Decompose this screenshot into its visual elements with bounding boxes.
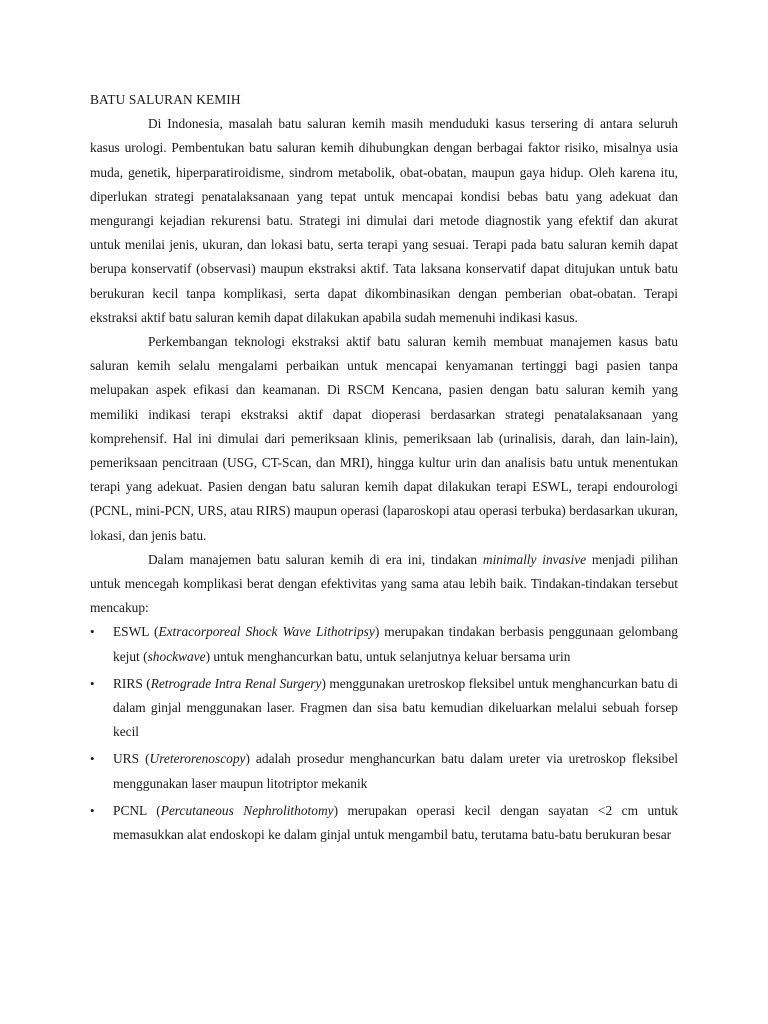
paragraph-minimally-invasive xyxy=(90,548,678,621)
list-text: ( xyxy=(148,624,159,640)
list-text: ( xyxy=(139,751,150,767)
list-text: ) merupakan operasi kecil dengan sayatan <2 cm untuk memasukkan alat endoskopi ke dalam ginjal untuk mengambil batu, terutama batu-batu berukuran besar xyxy=(113,802,678,843)
paragraph-technology: Perkembangan teknologi ekstraksi aktif batu saluran kemih membuat manajemen kasus batu saluran kemih selalu mengalami perbaikan untuk mencapai kenyamanan tertinggi bagi pasien tanpa melupakan aspek efikasi dan keamanan. Di RSCM Kencana, pasien dengan batu saluran kemih yang memiliki indikasi terapi ekstraksi aktif dapat dioperasi berdasarkan strategi penatalaksanaan yang komprehensif. Hal ini dimulai dari pemeriksaan klinis, pemeriksaan lab (urinalisis, darah, dan lain-lain), pemeriksaan pencitraan (USG, CT-Scan, dan MRI), hingga kultur urin dan analisis batu untuk menentukan terapi yang adekuat. Pasien dengan batu saluran kemih dapat dilakukan terapi ESWL, terapi endourologi (PCNL, mini-PCN, URS, atau RIRS) maupun operasi (laparoskopi atau operasi terbuka) berdasarkan ukuran, lokasi, dan jenis batu. xyxy=(90,334,678,543)
list-item-urs xyxy=(90,747,678,795)
procedure-term: RIRS xyxy=(113,675,143,691)
bullet-icon: • xyxy=(90,751,95,767)
list-text: ) menggunakan uretroskop fleksibel untuk menghancurkan batu di dalam ginjal menggunakan laser. Fragmen dan sisa batu kemudian dikeluarkan melalui sebuah forsep kecil xyxy=(113,675,678,740)
procedure-term: ESWL xyxy=(113,624,149,640)
list-item-rirs xyxy=(90,672,678,745)
paragraph-text: menjadi pilihan untuk mencegah komplikasi berat dengan efektivitas yang sama atau lebih baik. Tindakan-tindakan tersebut mencakup: xyxy=(90,551,678,616)
list-text: ) adalah prosedur menghancurkan batu dalam ureter via uretroskop fleksibel menggunakan laser maupun litotriptor mekanik xyxy=(113,751,678,791)
document-title: BATU SALURAN KEMIH xyxy=(90,92,241,107)
procedure-full-name: Retrograde Intra Renal Surgery xyxy=(150,675,322,691)
list-text: ) merupakan tindakan berbasis penggunaan gelombang kejut ( xyxy=(113,624,679,664)
paragraph-text: Dalam manajemen batu saluran kemih di era ini, tindakan xyxy=(148,551,483,567)
bullet-icon: • xyxy=(90,624,95,640)
bullet-icon: • xyxy=(90,802,95,818)
procedure-term: PCNL xyxy=(113,802,147,818)
italic-term: minimally invasive xyxy=(482,551,587,567)
document-page xyxy=(90,88,678,850)
list-item-eswl xyxy=(90,620,678,668)
procedure-full-name: Extracorporeal Shock Wave Lithotripsy xyxy=(158,624,375,640)
procedure-term: URS xyxy=(113,751,140,767)
procedure-list xyxy=(90,620,678,847)
list-item-pcnl xyxy=(90,799,678,847)
list-text: ( xyxy=(146,802,161,818)
bullet-icon: • xyxy=(90,675,95,691)
list-text: ) untuk menghancurkan batu, untuk selanjutnya keluar bersama urin xyxy=(205,648,571,664)
list-text: ( xyxy=(142,675,151,691)
paragraph-intro: Di Indonesia, masalah batu saluran kemih masih menduduki kasus tersering di antara seluruh kasus urologi. Pembentukan batu saluran kemih dihubungkan dengan berbagai faktor risiko, misalnya usia muda, genetik, hiperparatiroidisme, sindrom metabolik, obat-obatan, maupun gaya hidup. Oleh karena itu, diperlukan strategi penatalaksanaan yang tepat untuk mencapai kondisi bebas batu yang adekuat dan mengurangi kejadian rekurensi batu. Strategi ini dimulai dari metode diagnostik yang efektif dan akurat untuk menilai jenis, ukuran, dan lokasi batu, serta terapi yang sesuai. Terapi pada batu saluran kemih dapat berupa konservatif (observasi) maupun ekstraksi aktif. Tata laksana konservatif dapat ditujukan untuk batu berukuran kecil tanpa komplikasi, serta dapat dikombinasikan dengan pemberian obat-obatan. Terapi ekstraksi aktif batu saluran kemih dapat dilakukan apabila sudah memenuhi indikasi kasus. xyxy=(90,116,678,325)
italic-term: shockwave xyxy=(147,648,206,664)
procedure-full-name: Percutaneous Nephrolithotomy xyxy=(160,802,334,818)
procedure-full-name: Ureterorenoscopy xyxy=(149,751,246,767)
